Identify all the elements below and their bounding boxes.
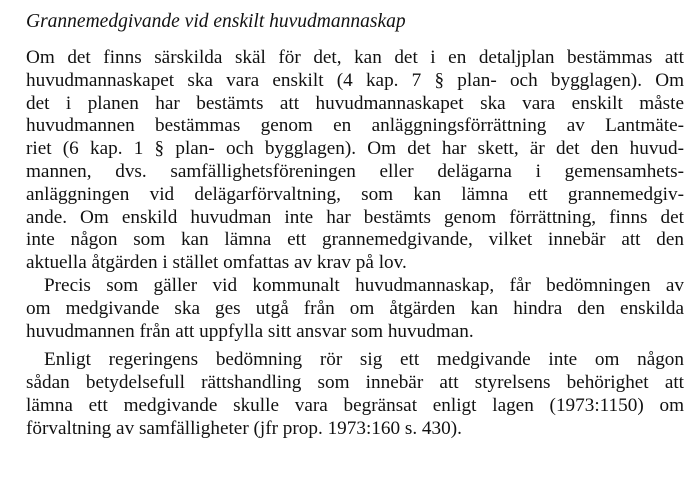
text-line: sådan betydelsefull rättshandling som innebär att styrelsens behörighet att [26, 372, 684, 394]
paragraph-3 [26, 349, 684, 440]
text-line: huvudmannen från att uppfylla sitt ansvar som huvudman. [26, 320, 474, 342]
document-page [26, 0, 684, 441]
paragraph-2 [26, 275, 684, 343]
text-line: riet (6 kap. 1 § plan- och bygglagen). Om det har skett, är det den huvud- [26, 138, 684, 160]
text-line: mannen, dvs. samfällighetsföreningen eller delägarna i gemensamhets- [26, 160, 684, 182]
section-heading: Grannemedgivande vid enskilt huvudmannaskap [26, 11, 406, 32]
text-line: aktuella åtgärden i stället omfattas av krav på lov. [26, 252, 407, 274]
text-line: det i planen har bestämts att huvudmannaskapet ska vara enskilt måste [26, 92, 684, 114]
text-line: Om det finns särskilda skäl för det, kan det i en detaljplan bestämmas att [26, 47, 684, 68]
text-line: ande. Om enskild huvudman inte har bestämts genom förrättning, finns det [26, 206, 684, 228]
text-line: om medgivande ska ges utgå från om åtgärden kan hindra den enskilda [26, 297, 684, 319]
text-line: lämna ett medgivande skulle vara begränsat enligt lagen (1973:1150) om [26, 394, 684, 416]
text-line: inte någon som kan lämna ett grannemedgivande, vilket innebär att den [26, 229, 684, 251]
text-line: Precis som gäller vid kommunalt huvudmannaskap, får bedömningen av [44, 274, 684, 296]
paragraph-1 [26, 47, 684, 275]
text-line: Enligt regeringens bedömning rör sig ett medgivande inte om någon [44, 349, 684, 371]
text-line: huvudmannaskapet ska vara enskilt (4 kap. 7 § plan- och bygglagen). Om [26, 69, 684, 91]
text-line: förvaltning av samfälligheter (jfr prop. 1973:160 s. 430). [26, 417, 462, 439]
text-line: anläggningen vid delägarförvaltning, som kan lämna ett grannemedgiv- [26, 183, 684, 205]
text-line: huvudmannen bestämmas genom en anläggningsförrättning av Lantmäte- [26, 115, 684, 137]
